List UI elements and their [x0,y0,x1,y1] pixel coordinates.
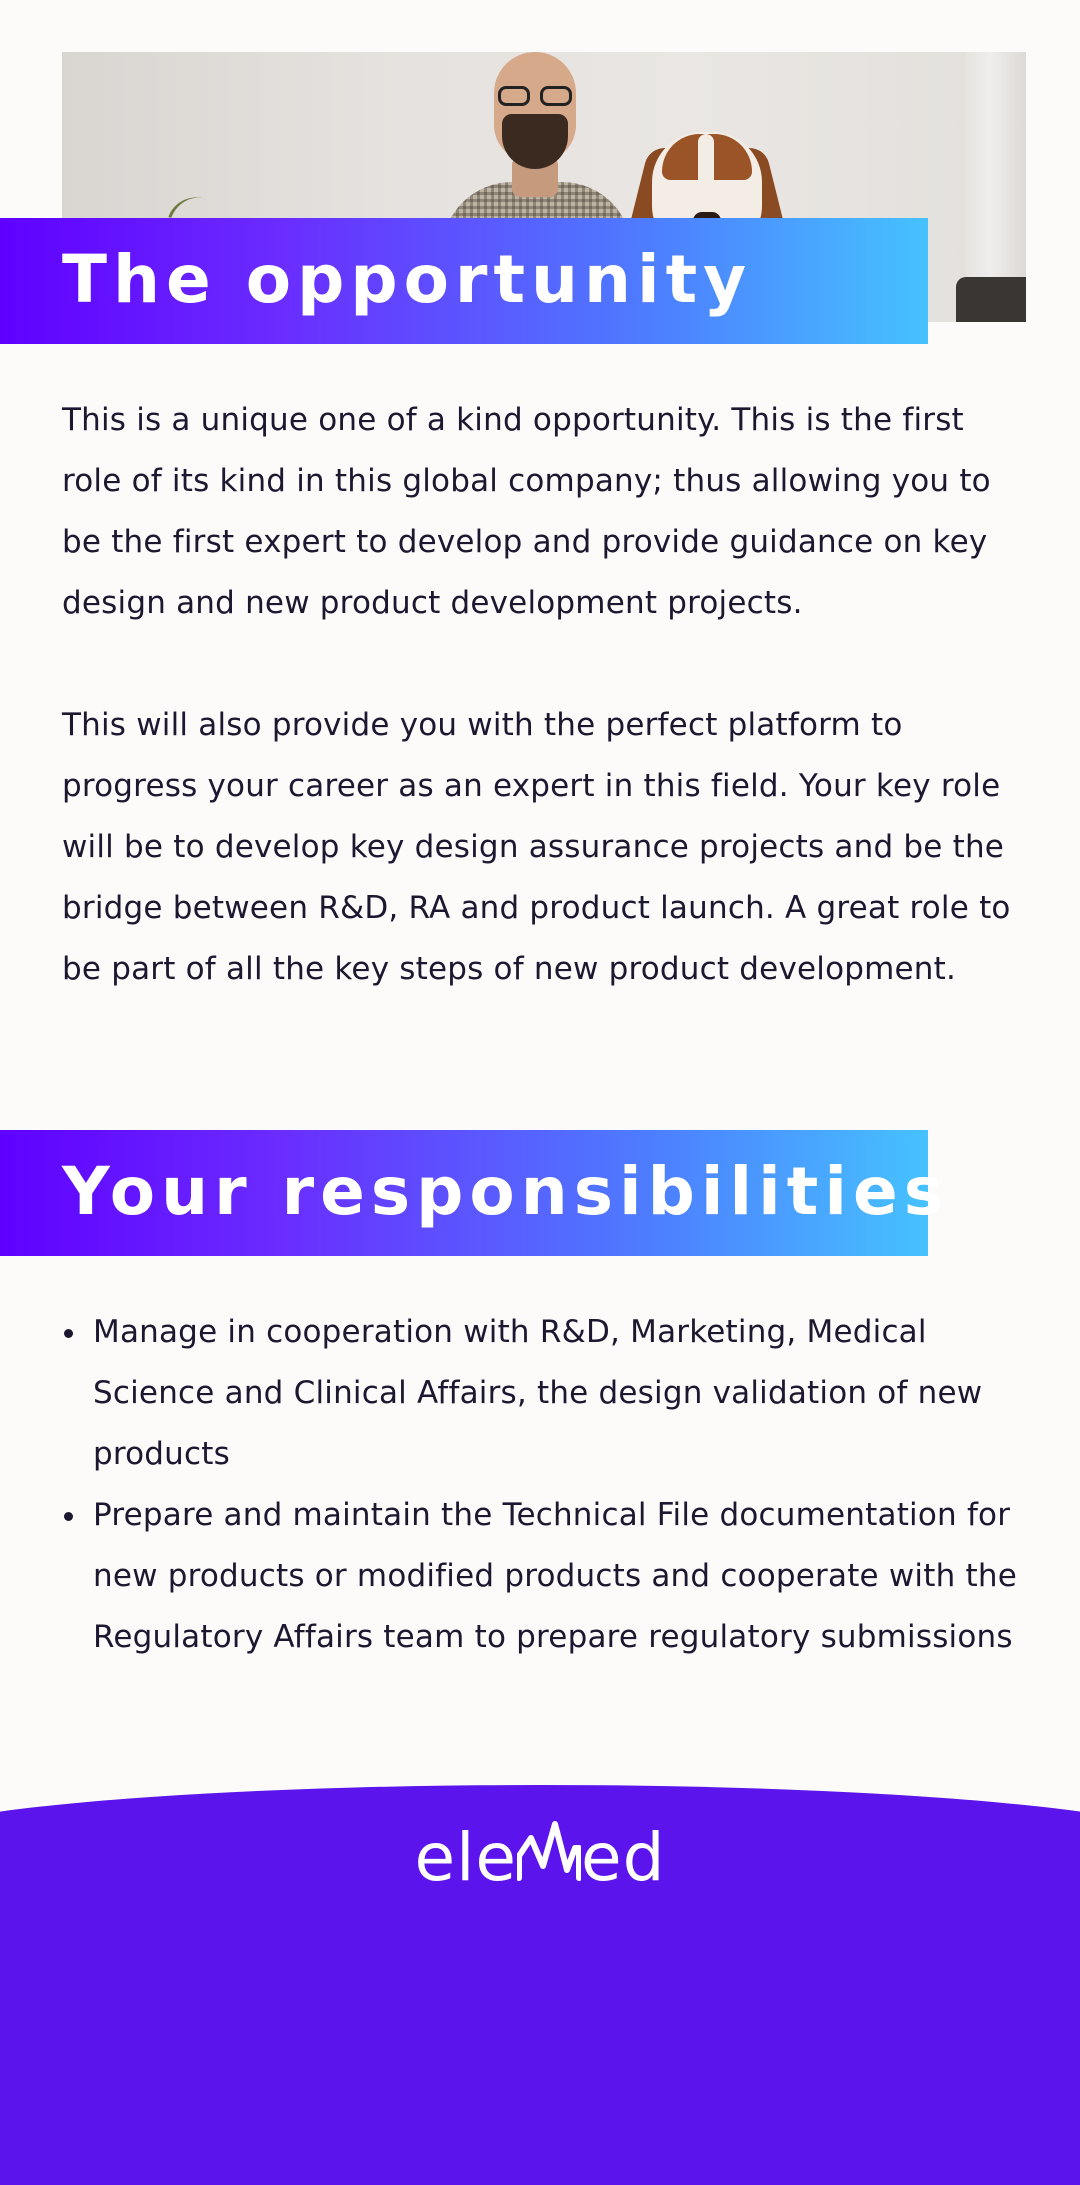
opportunity-banner [0,218,928,344]
bullet-icon [64,1512,73,1521]
hero-person-glasses [496,86,574,108]
responsibilities-title: Your responsibilities [62,1152,949,1230]
list-item-text: Prepare and maintain the Technical File documentation for new products or modified products and cooperate with the Regulatory Affairs team to prepare regulatory submissions [93,1497,1017,1655]
list-item [62,1485,1028,1668]
bullet-icon [64,1329,73,1338]
logo-text-end: ed [581,1819,666,1896]
list-item-text: Manage in cooperation with R&D, Marketing, Medical Science and Clinical Affairs, the design validation of new products [93,1314,983,1472]
opportunity-title: The opportunity [62,240,753,318]
heartbeat-m-icon [517,1818,581,1884]
opportunity-paragraph-2: This will also provide you with the perfect platform to progress your career as an expert in this field. Your key role will be to develop key design assurance projects and be the bridge between R&D, RA and product launch. A great role to be part of all the key steps of new product development. [62,707,1011,987]
elemed-logo [0,1818,1080,1896]
logo-text-start: ele [414,1819,518,1896]
hero-dog-stripe [698,134,714,204]
opportunity-paragraph-1: This is a unique one of a kind opportunity. This is the first role of its kind in this global company; thus allowing you to be the first expert to develop and provide guidance on key design and new product development projects. [62,402,991,621]
hero-sofa [956,277,1026,322]
list-item [62,1302,1028,1485]
responsibilities-banner [0,1130,949,1256]
responsibilities-list [62,1302,1028,1668]
